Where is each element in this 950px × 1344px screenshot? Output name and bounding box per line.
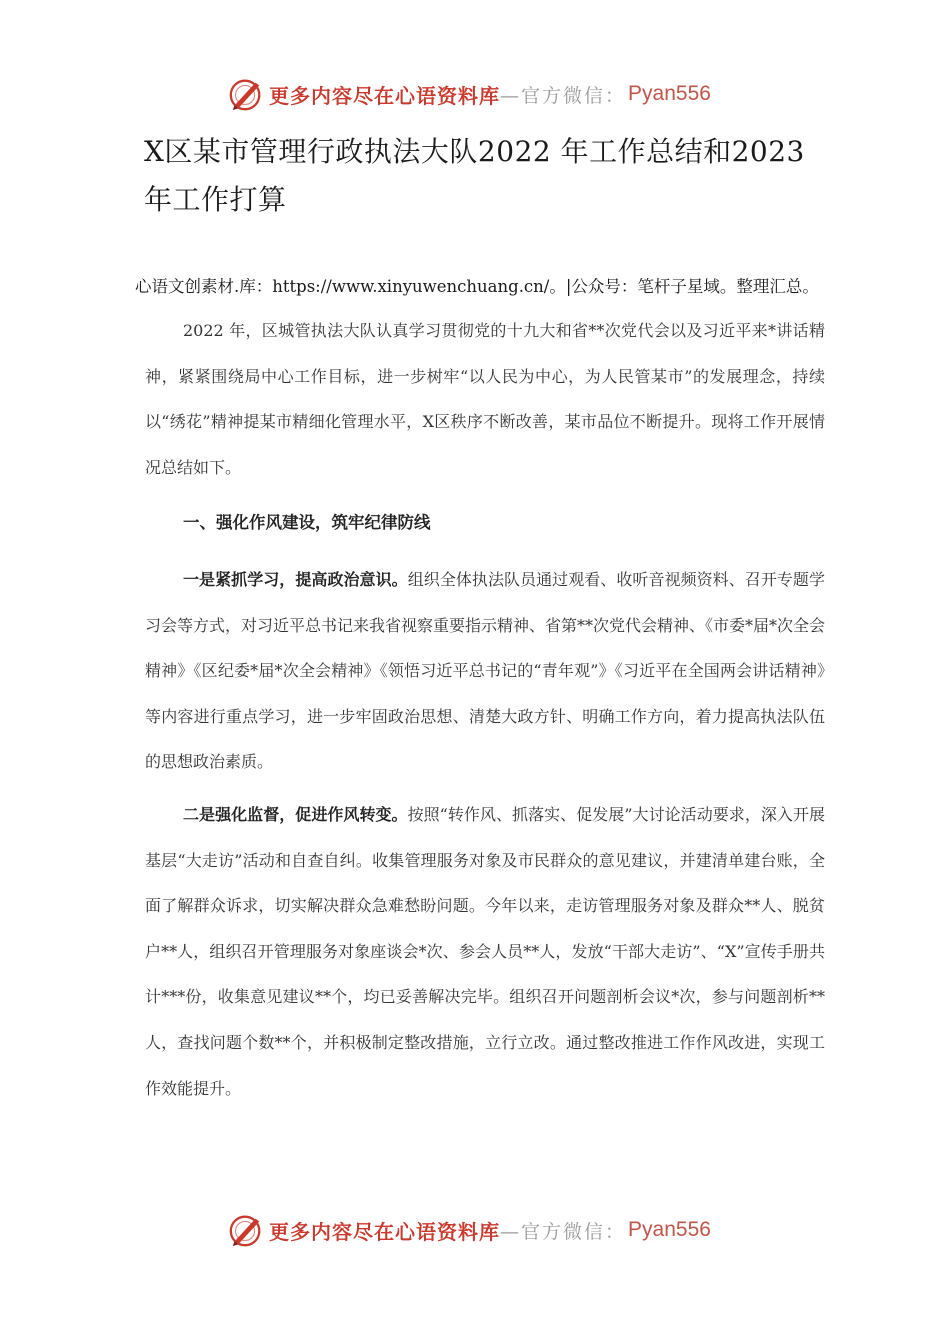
banner-wechat-id: Pyan556: [628, 82, 711, 105]
study-body: 组织全体执法队员通过观看、收听音视频资料、召开专题学习会等方式，对习近平总书记来我省视察重要指示精神、省第**次党代会精神、《市委*届*次全会精神》《区纪委*届*次全会精神》《领悟习近平总书记的“青年观”》《习近平在全国两会讲话精神》等内容进行重点学习，进一步牢固政治思想、清楚大政方针、明确工作方向，着力提高执法队伍的思想政治素质。: [145, 570, 826, 772]
supervise-paragraph: [145, 792, 825, 1111]
section-heading: 一、强化作风建设，筑牢纪律防线: [183, 513, 431, 532]
intro-paragraph: 2022 年，区城管执法大队认真学习贯彻党的十九大和省**次党代会以及习近平来*讲话精神，紧紧围绕局中心工作目标，进一步树牢“以人民为中心，为人民管某市”的发展理念，持续以“绣花”精神提某市精细化管理水平，X区秩序不断改善，某市品位不断提升。现将工作开展情况总结如下。: [145, 321, 825, 477]
source-line: 心语文创素材.库：https://www.xinyuwenchuang.cn/。|公众号：笔杆子星域。整理汇总。: [135, 277, 819, 296]
supervise-lead: 二是强化监督，促进作风转变。: [183, 805, 408, 824]
banner-slogan: 更多内容尽在心语资料库: [269, 1219, 501, 1244]
banner-official-label: —官方微信：: [500, 1220, 627, 1243]
supervise-body: 按照“转作风、抓落实、促发展”大讨论活动要求，深入开展基层“大走访”活动和自查自纠。收集管理服务对象及市民群众的意见建议，并建清单建台账，全面了解群众诉求，切实解决群众急难愁盼问题。今年以来，走访管理服务对象及群众**人、脱贫户**人，组织召开管理服务对象座谈会*次、参会人员**人，发放“干部大走访”、“X”宣传手册共计***份，收集意见建议**个，均已妥善解决完毕。组织召开问题剖析会议*次，参与问题剖析**人，查找问题个数**个，并积极制定整改措施，立行立改。通过整改推进工作作风改进，实现工作效能提升。: [145, 805, 825, 1098]
pen-logo-icon: [227, 1211, 265, 1249]
banner-slogan: 更多内容尽在心语资料库: [269, 83, 501, 108]
study-paragraph: [145, 557, 825, 785]
header-banner: [0, 72, 950, 116]
banner-wechat-id: Pyan556: [628, 1218, 711, 1241]
footer-banner: [0, 1208, 950, 1252]
study-lead: 一是紧抓学习，提高政治意识。: [183, 570, 408, 589]
document-title: X区某市管理行政执法大队2022 年工作总结和2023 年工作打算: [144, 135, 805, 216]
pen-logo-icon: [227, 75, 265, 113]
banner-official-label: —官方微信：: [500, 84, 627, 107]
